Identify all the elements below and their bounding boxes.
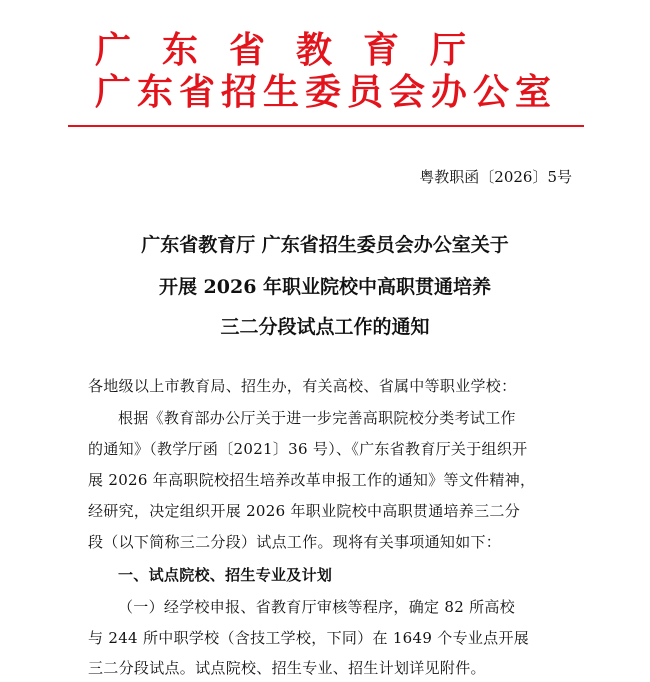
header-line-education-department: 广东省教育厅 [95, 29, 498, 71]
addressee-line: 各地级以上市教育局、招生办，有关高校、省属中等职业学校： [88, 377, 517, 395]
body-line: 三二分段试点。试点院校、招生专业、招生计划详见附件。 [88, 659, 486, 677]
title-line: 三二分段试点工作的通知 [220, 316, 430, 338]
title-line: 开展 2026 年职业院校中高职贯通培养 [158, 276, 492, 298]
body-line: 的通知》（教学厅函〔2021〕36 号）、《广东省教育厅关于组织开 [88, 440, 528, 458]
title-line: 广东省教育厅 广东省招生委员会办公室关于 [141, 234, 509, 256]
body-line: 经研究，决定组织开展 2026 年职业院校中高职贯通培养三二分 [88, 502, 521, 520]
body-line: （一）经学校申报、省教育厅审核等程序，确定 82 所高校 [118, 598, 516, 616]
body-line: 根据《教育部办公厅关于进一步完善高职院校分类考试工作 [118, 409, 516, 427]
body-line: 与 244 所中职学校（含技工学校，下同）在 1649 个专业点开展 [88, 629, 530, 647]
document-number: 粤教职函〔2026〕5号 [419, 168, 572, 186]
body-line: 展 2026 年高职院校招生培养改革申报工作的通知》等文件精神， [88, 471, 536, 489]
section-heading: 一、试点院校、招生专业及计划 [118, 566, 333, 584]
header-line-admissions-office: 广东省招生委员会办公室 [95, 71, 558, 113]
red-header-rule [68, 125, 584, 127]
body-line: 段（以下简称三二分段）试点工作。现将有关事项通知如下： [88, 533, 502, 551]
